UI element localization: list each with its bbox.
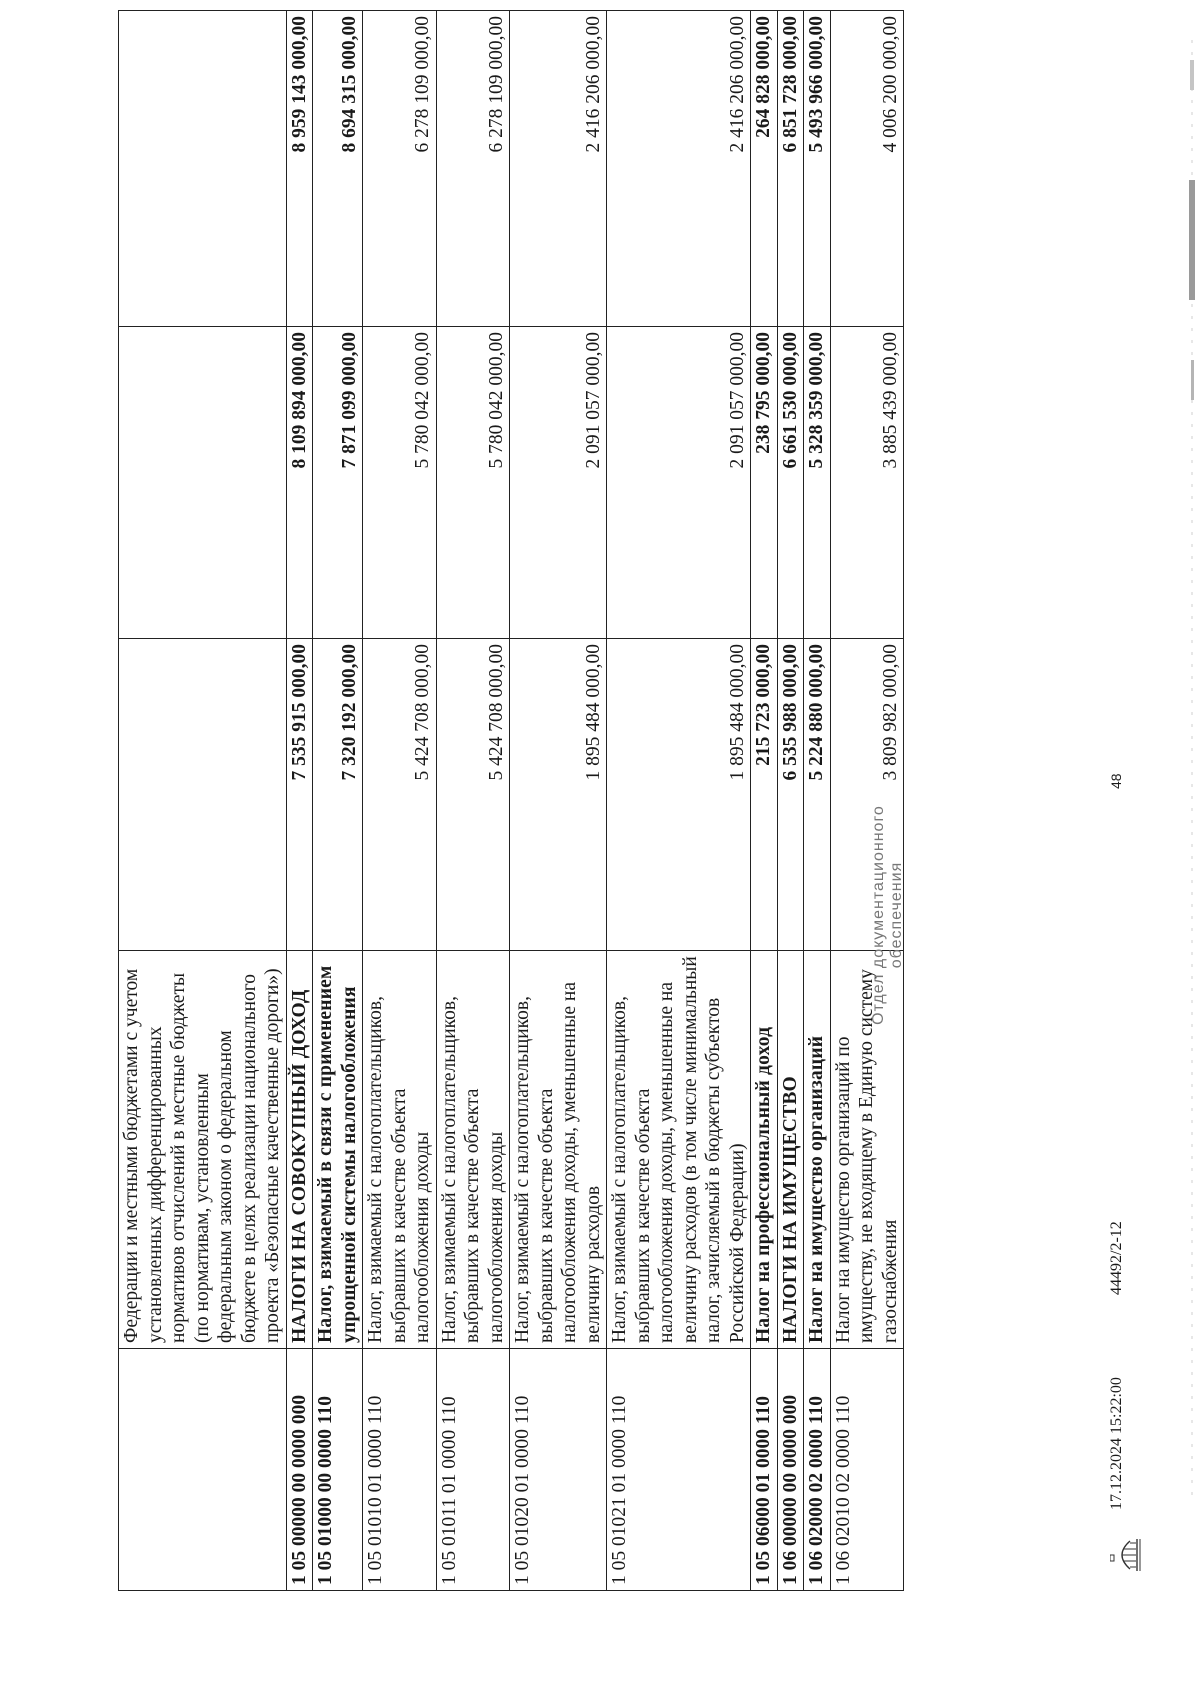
row-value-3: 2 416 206 000,00: [510, 11, 607, 327]
footer-document-id: 44492/2-12: [1108, 1221, 1125, 1295]
row-name: НАЛОГИ НА СОВОКУПНЫЙ ДОХОД: [286, 951, 313, 1349]
row-value-2: 5 328 359 000,00: [804, 327, 831, 639]
row-value-2: 2 091 057 000,00: [607, 327, 751, 639]
row-value-2: 5 780 042 000,00: [436, 327, 510, 639]
row-value-3: 264 828 000,00: [751, 11, 778, 327]
row-value-3: 5 493 966 000,00: [804, 11, 831, 327]
row-code: 1 05 01010 01 0000 110: [363, 1349, 437, 1591]
row-name: НАЛОГИ НА ИМУЩЕСТВО: [777, 951, 804, 1349]
table-row: [436, 11, 510, 1591]
row-name: Налог, взимаемый в связи с применением упрощенной системы налогообложения: [313, 951, 363, 1349]
row-value-3: 8 959 143 000,00: [286, 11, 313, 327]
table-row: [510, 11, 607, 1591]
department-stamp-line1: Отдел документационного: [870, 805, 887, 1025]
row-name: Налог, взимаемый с налогоплательщиков, выбравших в качестве объекта налогообложения доходы, уменьшенные на величину расходов (в том числе минимальный налог, зачисляемый в бюджеты субъектов Российской Федерации): [607, 951, 751, 1349]
footer-date: 17.12.2024 15:22:00: [1108, 1377, 1125, 1510]
row-value-2: 8 109 894 000,00: [286, 327, 313, 639]
row-value-1: 7 535 915 000,00: [286, 639, 313, 951]
row-value-1: 6 535 988 000,00: [777, 639, 804, 951]
row-code: [119, 1349, 287, 1591]
row-value-1: 5 224 880 000,00: [804, 639, 831, 951]
row-name: Налог на имущество организаций: [804, 951, 831, 1349]
table-row: [313, 11, 363, 1591]
row-value-3: 8 694 315 000,00: [313, 11, 363, 327]
row-value-1: 215 723 000,00: [751, 639, 778, 951]
row-name: Налог, взимаемый с налогоплательщиков, выбравших в качестве объекта налогообложения доходы: [436, 951, 510, 1349]
row-value-1: 3 809 982 000,00: [830, 639, 904, 951]
row-code: 1 05 01000 00 0000 110: [313, 1349, 363, 1591]
row-value-3: 6 278 109 000,00: [363, 11, 437, 327]
row-value-2: 2 091 057 000,00: [510, 327, 607, 639]
row-value-2: 5 780 042 000,00: [363, 327, 437, 639]
table-row: [119, 11, 287, 1591]
row-value-1: 5 424 708 000,00: [436, 639, 510, 951]
revenue-table: [118, 10, 904, 1591]
row-value-1: 7 320 192 000,00: [313, 639, 363, 951]
row-code: 1 05 01011 01 0000 110: [436, 1349, 510, 1591]
row-value-1: [119, 639, 287, 951]
row-code: 1 06 00000 00 0000 000: [777, 1349, 804, 1591]
row-name: Федерации и местными бюджетами с учетом установленных дифференцированных нормативов отчислений в местные бюджеты (по нормативам, установленным федеральным законом о федеральном бюджете в целях реализации национального проекта «Безопасные качественные дороги»): [119, 951, 287, 1349]
table-row: [777, 11, 804, 1591]
row-name: Налог на профессиональный доход: [751, 951, 778, 1349]
table-row: [751, 11, 778, 1591]
row-value-2: 3 885 439 000,00: [830, 327, 904, 639]
row-value-2: 6 661 530 000,00: [777, 327, 804, 639]
row-code: 1 05 06000 01 0000 110: [751, 1349, 778, 1591]
department-stamp-line2: обеспечения: [888, 861, 905, 969]
row-value-3: 2 416 206 000,00: [607, 11, 751, 327]
row-value-3: 6 851 728 000,00: [777, 11, 804, 327]
row-name: Налог на имущество организаций по имуществу, не входящему в Единую систему газоснабжения: [830, 951, 904, 1349]
row-name: Налог, взимаемый с налогоплательщиков, выбравших в качестве объекта налогообложения доходы: [363, 951, 437, 1349]
table-row: [804, 11, 831, 1591]
row-value-2: 238 795 000,00: [751, 327, 778, 639]
table-row: [286, 11, 313, 1591]
row-value-3: 6 278 109 000,00: [436, 11, 510, 327]
organization-logo-icon: [1110, 1535, 1142, 1575]
row-value-2: 7 871 099 000,00: [313, 327, 363, 639]
row-value-2: [119, 327, 287, 639]
table-row: [363, 11, 437, 1591]
row-code: 1 06 02000 02 0000 110: [804, 1349, 831, 1591]
row-name: Налог, взимаемый с налогоплательщиков, выбравших в качестве объекта налогообложения доходы, уменьшенные на величину расходов: [510, 951, 607, 1349]
row-code: 1 05 00000 00 0000 000: [286, 1349, 313, 1591]
department-stamp: [870, 785, 906, 1045]
scan-edge-artifact: [1185, 0, 1200, 1695]
row-code: 1 05 01020 01 0000 110: [510, 1349, 607, 1591]
page-number: 48: [1108, 773, 1124, 789]
row-value-1: 1 895 484 000,00: [510, 639, 607, 951]
row-value-1: 1 895 484 000,00: [607, 639, 751, 951]
table-row: [607, 11, 751, 1591]
row-code: 1 05 01021 01 0000 110: [607, 1349, 751, 1591]
row-code: 1 06 02010 02 0000 110: [830, 1349, 904, 1591]
row-value-3: 4 006 200 000,00: [830, 11, 904, 327]
row-value-3: [119, 11, 287, 327]
row-value-1: 5 424 708 000,00: [363, 639, 437, 951]
